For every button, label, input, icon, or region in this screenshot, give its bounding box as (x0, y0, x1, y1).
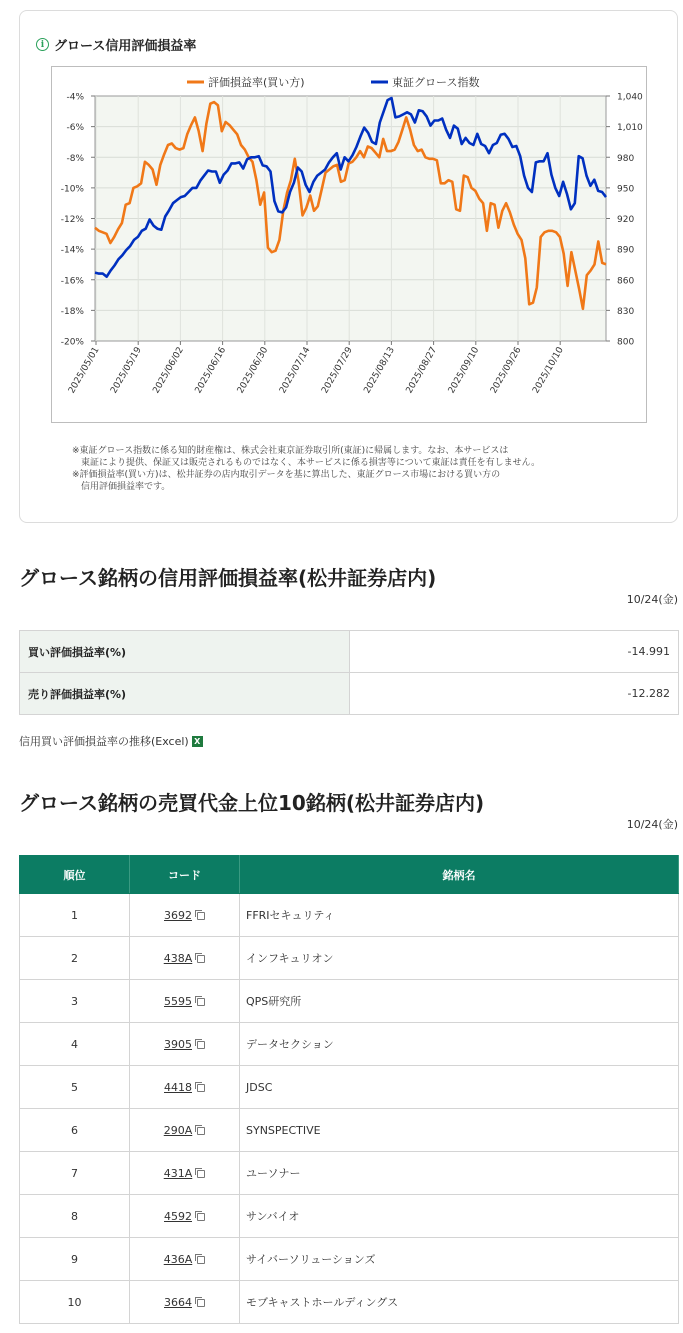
rank-cell: 9 (20, 1238, 130, 1281)
stock-name-cell: JDSC (240, 1066, 679, 1109)
table-row (20, 631, 679, 673)
rank-cell: 8 (20, 1195, 130, 1238)
stock-name-cell: SYNSPECTIVE (240, 1109, 679, 1152)
note-line: 信用評価損益率です。 (72, 482, 171, 492)
note-line: ※評価損益率(買い方)は、松井証券の店内取引データを基に算出した、東証グロース市場における買い方の (72, 470, 501, 480)
stock-code-link[interactable]: 431A (163, 1166, 193, 1180)
stock-name-cell: ユーソナー (240, 1152, 679, 1195)
column-header-name: 銘柄名 (240, 856, 679, 894)
stock-code-link[interactable]: 3664 (164, 1295, 192, 1309)
excel-link-text[interactable]: 信用買い評価損益率の推移(Excel) (19, 735, 189, 748)
y-right-tick-label: 890 (617, 245, 635, 256)
x-tick-label: 2025/07/29 (320, 345, 355, 396)
code-cell (130, 1109, 240, 1152)
table-row (20, 1152, 679, 1195)
code-cell (130, 1238, 240, 1281)
info-icon: i (36, 38, 49, 51)
y-left-tick-label: -20% (60, 337, 84, 348)
copy-icon[interactable] (197, 1041, 205, 1049)
x-tick-label: 2025/07/14 (278, 345, 313, 396)
rank-cell: 1 (20, 894, 130, 937)
rank-cell: 4 (20, 1023, 130, 1066)
table-row (20, 1281, 679, 1324)
y-right-tick-label: 830 (617, 306, 635, 317)
stock-name-cell: サイバーソリューションズ (240, 1238, 679, 1281)
code-cell (130, 1023, 240, 1066)
y-left-tick-label: -12% (60, 215, 84, 225)
y-left-tick-label: -16% (60, 276, 84, 287)
legend-label: 東証グロース指数 (392, 76, 480, 89)
y-right-tick-label: 800 (617, 337, 635, 348)
y-right-tick-label: 980 (617, 153, 635, 164)
y-right-tick-label: 950 (617, 184, 635, 195)
stock-name-cell: QPS研究所 (240, 980, 679, 1023)
chart-frame (51, 66, 647, 423)
code-cell (130, 1152, 240, 1195)
table-row (20, 894, 679, 937)
chart-card-title (36, 35, 196, 54)
copy-icon[interactable] (197, 1084, 205, 1092)
copy-icon[interactable] (197, 912, 205, 920)
stock-code-link[interactable]: 290A (163, 1123, 193, 1137)
rank-cell: 2 (20, 937, 130, 980)
stock-code-link[interactable]: 4592 (164, 1209, 192, 1223)
y-right-tick-label: 1,040 (617, 92, 643, 103)
table-row (20, 980, 679, 1023)
chart-card (19, 10, 678, 523)
table-row (20, 1195, 679, 1238)
x-tick-label: 2025/06/16 (193, 345, 229, 396)
rank-cell: 7 (20, 1152, 130, 1195)
sell-ratio-label: 売り評価損益率(%) (20, 673, 350, 715)
stock-name-cell: モブキャストホールディングス (240, 1281, 679, 1324)
x-tick-label: 2025/09/26 (489, 345, 524, 396)
column-header-code: コード (130, 856, 240, 894)
x-tick-label: 2025/06/30 (235, 345, 271, 396)
code-cell (130, 980, 240, 1023)
copy-icon[interactable] (197, 955, 205, 963)
y-left-tick-label: -14% (60, 245, 84, 256)
code-cell (130, 1066, 240, 1109)
copy-icon[interactable] (197, 1299, 205, 1307)
x-tick-label: 2025/09/10 (446, 345, 482, 396)
table-row (20, 1238, 679, 1281)
y-left-tick-label: -6% (66, 123, 84, 134)
stock-name-cell: FFRIセキュリティ (240, 894, 679, 937)
stock-code-link[interactable]: 4418 (164, 1080, 192, 1094)
y-right-tick-label: 860 (617, 276, 635, 287)
table-row (20, 673, 679, 715)
profit-date: 10/24(金) (626, 593, 678, 606)
legend-label: 評価損益率(買い方) (208, 76, 305, 89)
chart-notes (72, 445, 540, 493)
x-tick-label: 2025/06/02 (151, 345, 186, 396)
sell-ratio-value: -12.282 (350, 673, 679, 715)
column-header-rank: 順位 (20, 856, 130, 894)
stock-name-cell: データセクション (240, 1023, 679, 1066)
profit-table (19, 630, 679, 715)
y-right-tick-label: 1,010 (617, 123, 643, 134)
copy-icon[interactable] (197, 1256, 205, 1264)
x-tick-label: 2025/08/13 (362, 345, 397, 396)
stock-name-cell: サンバイオ (240, 1195, 679, 1238)
y-left-tick-label: -18% (60, 306, 84, 317)
copy-icon[interactable] (197, 1213, 205, 1221)
buy-ratio-value: -14.991 (350, 631, 679, 673)
profit-heading: グロース銘柄の信用評価損益率(松井証券店内) (19, 566, 437, 590)
x-tick-label: 2025/10/10 (531, 345, 566, 396)
chart-title: グロース信用評価損益率 (54, 39, 197, 54)
stock-code-link[interactable]: 5595 (164, 994, 192, 1008)
table-row (20, 1109, 679, 1152)
y-left-tick-label: -10% (60, 184, 84, 195)
y-left-tick-label: -8% (66, 153, 84, 164)
x-tick-label: 2025/05/19 (109, 345, 144, 396)
line-chart (52, 67, 648, 424)
rank-cell: 10 (20, 1281, 130, 1324)
table-row (20, 937, 679, 980)
x-tick-label: 2025/05/01 (67, 345, 102, 396)
rank-cell: 5 (20, 1066, 130, 1109)
ranking-table (19, 855, 679, 1324)
stock-code-link[interactable]: 436A (163, 1252, 193, 1266)
stock-code-link[interactable]: 438A (163, 951, 193, 965)
code-cell (130, 894, 240, 937)
copy-icon[interactable] (197, 998, 205, 1006)
excel-icon[interactable]: X (192, 736, 203, 747)
stock-name-cell: インフキュリオン (240, 937, 679, 980)
ranking-heading: グロース銘柄の売買代金上位10銘柄(松井証券店内) (19, 791, 485, 815)
table-row (20, 1066, 679, 1109)
rank-cell: 6 (20, 1109, 130, 1152)
ranking-date: 10/24(金) (626, 818, 678, 831)
table-row (20, 1023, 679, 1066)
y-left-tick-label: -4% (66, 92, 84, 103)
buy-ratio-label: 買い評価損益率(%) (20, 631, 350, 673)
x-tick-label: 2025/08/27 (404, 345, 440, 396)
stock-code-link[interactable]: 3692 (164, 908, 192, 922)
ranking-table-body (20, 894, 679, 1324)
copy-icon[interactable] (197, 1170, 205, 1178)
y-right-tick-label: 920 (617, 215, 635, 225)
note-line: ※東証グロース指数に係る知的財産権は、株式会社東京証券取引所(東証)に帰属します。なお、本サービスは (72, 446, 509, 456)
note-line: 東証により提供、保証又は販売されるものではなく、本サービスに係る損害等について東証は責任を有しません。 (72, 458, 541, 468)
rank-cell: 3 (20, 980, 130, 1023)
code-cell (130, 1281, 240, 1324)
code-cell (130, 1195, 240, 1238)
stock-code-link[interactable]: 3905 (164, 1037, 192, 1051)
table-header-row (20, 856, 679, 894)
excel-download-link[interactable] (19, 733, 203, 749)
code-cell (130, 937, 240, 980)
copy-icon[interactable] (197, 1127, 205, 1135)
